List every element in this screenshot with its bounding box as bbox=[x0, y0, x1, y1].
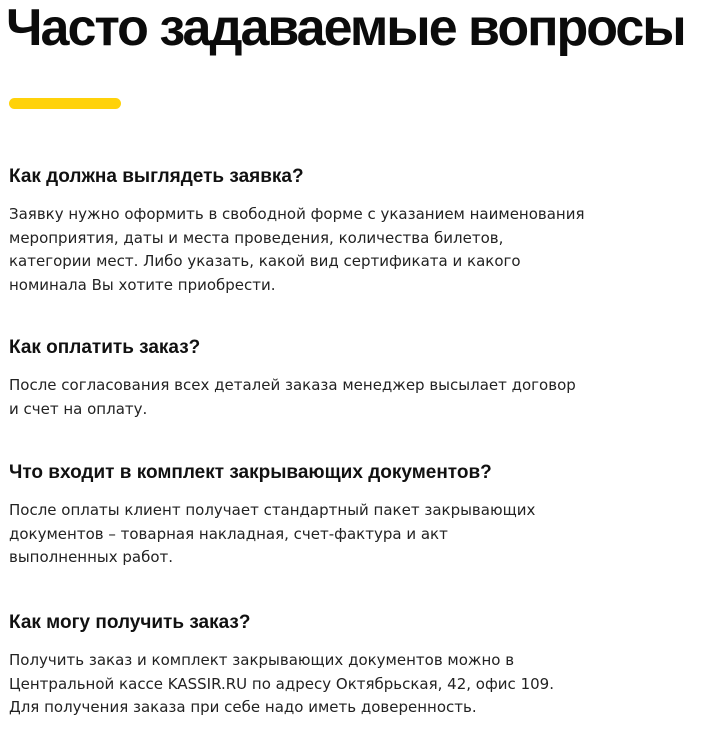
title-accent-bar bbox=[9, 98, 121, 109]
faq-question: Как оплатить заказ? bbox=[9, 337, 201, 358]
faq-answer: Получить заказ и комплект закрывающих документов можно в Центральной кассе KASSIR.RU по адресу Октябрьская, 42, офис 109. Для получения заказа при себе надо иметь доверенность. bbox=[9, 651, 554, 716]
page-title: Часто задаваемые вопросы bbox=[6, 0, 685, 57]
faq-item bbox=[9, 165, 609, 297]
faq-answer: После оплаты клиент получает стандартный пакет закрывающих документов – товарная накладная, счет-фактура и акт выполненных работ. bbox=[9, 501, 536, 566]
faq-answer: После согласования всех деталей заказа менеджер высылает договор и счет на оплату. bbox=[9, 376, 576, 418]
faq-answer: Заявку нужно оформить в свободной форме с указанием наименования мероприятия, даты и места проведения, количества билетов, категории мест. Либо указать, какой вид сертификата и какого номинала Вы хотите приобрести. bbox=[9, 205, 585, 294]
faq-item bbox=[9, 611, 609, 720]
faq-item bbox=[9, 461, 609, 570]
faq-question: Как могу получить заказ? bbox=[9, 612, 251, 633]
faq-item bbox=[9, 336, 609, 421]
faq-question: Что входит в комплект закрывающих документов? bbox=[9, 462, 492, 483]
faq-question: Как должна выглядеть заявка? bbox=[9, 166, 304, 187]
